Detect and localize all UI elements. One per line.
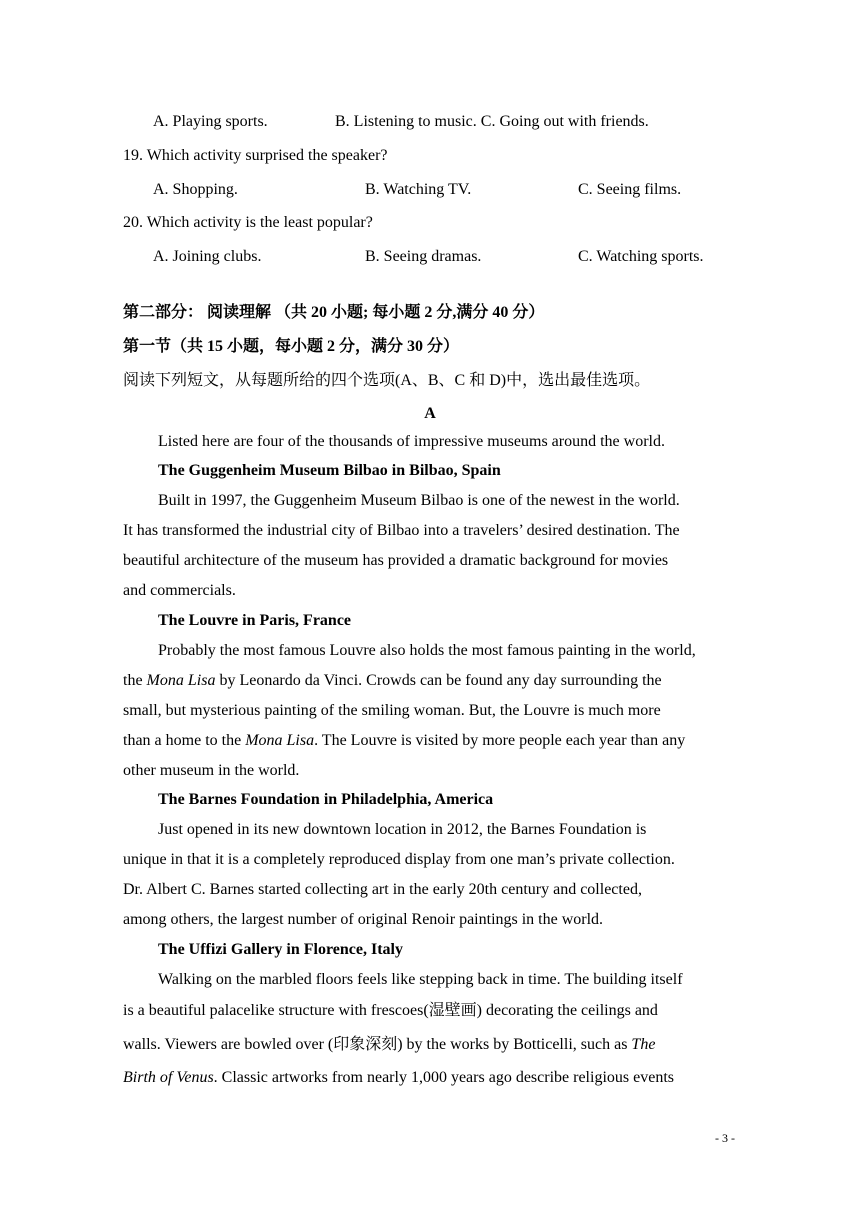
louvre-text: by Leonardo da Vinci. Crowds can be found any day surrounding the	[215, 672, 662, 689]
reading-instruction: 阅读下列短文，从每题所给的四个选项(A、B、C 和 D)中，选出最佳选项。	[123, 372, 651, 389]
q20-option-c: C. Watching sports.	[578, 248, 704, 265]
louvre-text: . The Louvre is visited by more people each year than any	[314, 732, 686, 749]
passage-intro: Listed here are four of the thousands of impressive museums around the world.	[158, 433, 665, 450]
uffizi-line	[123, 1068, 674, 1088]
q18-option-bc: B. Listening to music. C. Going out with friends.	[335, 113, 649, 130]
guggenheim-title: The Guggenheim Museum Bilbao in Bilbao, Spain	[158, 462, 501, 479]
q19-option-a: A. Shopping.	[153, 181, 238, 198]
uffizi-line	[123, 1035, 655, 1055]
louvre-line: other museum in the world.	[123, 762, 300, 779]
louvre-line	[123, 731, 685, 751]
q19-option-b: B. Watching TV.	[365, 181, 472, 198]
part2-heading: 第二部分： 阅读理解 （共 20 小题; 每小题 2 分,满分 40 分）	[123, 304, 545, 321]
louvre-line: small, but mysterious painting of the smiling woman. But, the Louvre is much more	[123, 702, 661, 719]
q20-option-a: A. Joining clubs.	[153, 248, 262, 265]
uffizi-line: Walking on the marbled floors feels like stepping back in time. The building itself	[158, 971, 683, 988]
q18-option-a: A. Playing sports.	[153, 113, 268, 130]
louvre-text: than a home to the	[123, 732, 246, 749]
artwork-title: Mona Lisa	[245, 732, 315, 749]
guggenheim-line: beautiful architecture of the museum has provided a dramatic background for movies	[123, 552, 669, 569]
louvre-title: The Louvre in Paris, France	[158, 612, 352, 629]
uffizi-line: is a beautiful palacelike structure with frescoes(湿壁画) decorating the ceilings and	[123, 1002, 658, 1019]
artwork-title: Birth of Venus	[123, 1069, 214, 1086]
section1-heading: 第一节（共 15 小题，每小题 2 分，满分 30 分）	[123, 338, 460, 355]
barnes-line: Just opened in its new downtown location in 2012, the Barnes Foundation is	[158, 821, 647, 838]
louvre-text: the	[123, 672, 147, 689]
guggenheim-line: It has transformed the industrial city of Bilbao into a travelers’ desired destination. The	[123, 522, 680, 539]
louvre-line	[123, 671, 662, 691]
passage-letter: A	[424, 405, 436, 422]
barnes-line: among others, the largest number of original Renoir paintings in the world.	[123, 911, 604, 928]
barnes-line: Dr. Albert C. Barnes started collecting art in the early 20th century and collected,	[123, 881, 642, 898]
page-number: - 3 -	[715, 1131, 735, 1145]
uffizi-title: The Uffizi Gallery in Florence, Italy	[158, 941, 403, 958]
uffizi-text: . Classic artworks from nearly 1,000 years ago describe religious events	[213, 1069, 674, 1086]
q19-question: 19. Which activity surprised the speaker?	[123, 147, 388, 164]
q20-question: 20. Which activity is the least popular?	[123, 214, 373, 231]
guggenheim-line: Built in 1997, the Guggenheim Museum Bilbao is one of the newest in the world.	[158, 492, 680, 509]
louvre-line: Probably the most famous Louvre also holds the most famous painting in the world,	[158, 642, 696, 659]
uffizi-text: walls. Viewers are bowled over (印象深刻) by the works by Botticelli, such as	[123, 1036, 632, 1053]
guggenheim-line: and commercials.	[123, 582, 236, 599]
artwork-title: Mona Lisa	[146, 672, 216, 689]
q19-option-c: C. Seeing films.	[578, 181, 682, 198]
q20-option-b: B. Seeing dramas.	[365, 248, 482, 265]
artwork-title: The	[631, 1036, 656, 1053]
barnes-line: unique in that it is a completely reproduced display from one man’s private collection.	[123, 851, 675, 868]
barnes-title: The Barnes Foundation in Philadelphia, America	[158, 791, 494, 808]
